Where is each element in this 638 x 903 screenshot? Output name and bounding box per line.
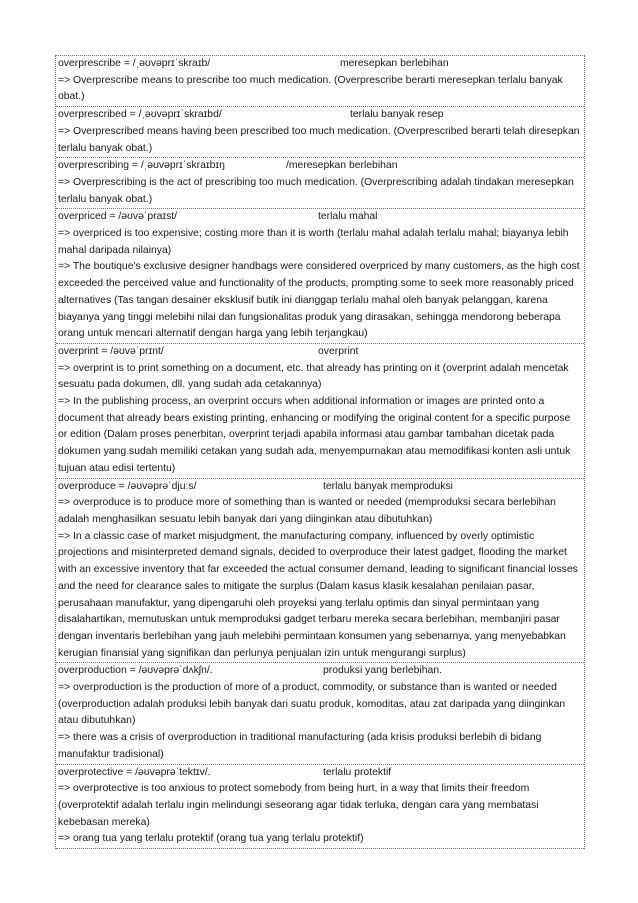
definition-line: => Overprescribing is the act of prescribing too much medication. (Overprescribing adalah tindakan meresepkan terlalu banyak obat.) <box>58 176 574 205</box>
definition-line: => Overprescribe means to prescribe too much medication. (Overprescribe berarti meresepkan terlalu banyak obat.) <box>58 74 563 103</box>
term-pronunciation: overproduce = /əʊvəprəˈdjuːs/ <box>58 480 197 492</box>
definition-line: => overproduction is the production of more of a product, commodity, or substance than is wanted or needed (overproduction adalah produksi lebih banyak dari suatu produk, komoditas, atau zat daripada yang diinginkan atau dibutuhkan) <box>58 682 566 727</box>
entry-header <box>58 107 582 124</box>
translation: terlalu banyak resep <box>350 109 444 121</box>
entry-header <box>58 479 582 496</box>
entry-overproduction <box>56 663 584 764</box>
example-line: => there was a crisis of overproduction in traditional manufacturing (ada krisis produksi berlebih di bidang manufaktur tradisional) <box>58 732 542 760</box>
example-line: => The boutique's exclusive designer handbags were considered overpriced by many customers, as the high cost exceeded the perceived value and functionality of the products, prompting some to seek more reasonably priced alternatives (Tas tangan desainer eksklusif butik ini dianggap terlalu mahal oleh banyak pelanggan, karena biayanya yang tinggi melebihi nilai dan fungsionalitas produk yang dirasakan, sehingga mendorong beberapa orang untuk mencari alternatif dengan harga yang lebih terjangkau) <box>58 261 580 340</box>
entry-header <box>58 344 582 361</box>
translation: terlalu banyak memproduksi <box>323 480 453 492</box>
term-pronunciation: overprescribe = /ˌəʊvəprɪˈskraɪb/ <box>58 58 211 69</box>
entry-overprescribe <box>56 56 584 107</box>
term-pronunciation: overpriced = /əʊvəˈpraɪst/ <box>58 211 178 223</box>
entry-header <box>58 158 582 175</box>
entry-header <box>58 56 582 73</box>
entry-header <box>58 209 582 226</box>
entry-overprotective <box>56 765 584 850</box>
entry-overprescribed <box>56 107 584 158</box>
term-pronunciation: overproduction = /əʊvəprəˈdʌkʃn/. <box>58 665 213 677</box>
definition-line: => overprint is to print something on a document, etc. that already has printing on it (overprint adalah mencetak sesuatu pada dokumen, dll. yang sudah ada cetakannya) <box>58 362 569 391</box>
term-pronunciation: overprint = /əʊvəˈprɪnt/ <box>58 345 164 357</box>
term-pronunciation: overprescribed = /ˌəʊvəprɪˈskraɪbd/ <box>58 109 222 121</box>
translation: overprint <box>318 345 359 357</box>
entry-header <box>58 663 582 680</box>
translation: produksi yang berlebihan. <box>323 665 442 677</box>
entry-overproduce <box>56 479 584 664</box>
example-line: => orang tua yang terlalu protektif (orang tua yang terlalu protektif) <box>58 833 364 845</box>
entry-overpriced <box>56 209 584 344</box>
definition-line: => overpriced is too expensive; costing more than it is worth (terlalu mahal adalah terlalu mahal; biayanya lebih mahal daripada nilainya) <box>58 228 569 256</box>
term-pronunciation: overprescribing = /ˌəʊvəprɪˈskraɪbɪŋ <box>58 160 225 172</box>
translation: terlalu mahal <box>318 211 378 223</box>
term-pronunciation: overprotective = /əʊvəprəˈtektɪv/. <box>58 766 211 778</box>
definition-line: => overprotective is too anxious to protect somebody from being hurt, in a way that limits their freedom (overprotektif adalah terlalu ingin melindungi seseorang agar tidak terluka, dengan cara yang membatasi kebebasan mereka) <box>58 783 539 828</box>
translation: meresepkan berlebihan <box>340 58 449 69</box>
example-line: => In the publishing process, an overprint occurs when additional information or images are printed onto a document that already bears existing printing, enhancing or modifying the original content for a specific purpose or edition (Dalam proses penerbitan, overprint terjadi apabila informasi atau gambar tambahan dicetak pada dokumen yang sudah memiliki cetakan yang sudah ada, menyempurnakan atau memodifikasi konten asli untuk tujuan atau edisi tertentu) <box>58 396 571 474</box>
entry-header <box>58 765 582 782</box>
dictionary-entries <box>55 55 585 849</box>
definition-line: => Overprescribed means having been prescribed too much medication. (Overprescribed berarti telah diresepkan terlalu banyak obat.) <box>58 125 580 154</box>
entry-overprescribing <box>56 158 584 209</box>
translation: terlalu protektif <box>323 766 392 778</box>
entry-overprint <box>56 344 584 479</box>
example-line: => In a classic case of market misjudgment, the manufacturing company, influenced by overly optimistic projections and misinterpreted demand signals, decided to overproduce their latest gadget, flooding the market with an excessive inventory that far exceeded the actual consumer demand, leading to significant financial losses and the need for clearance sales to mitigate the surplus (Dalam kasus klasik kesalahan penilaian pasar, perusahaan manufaktur, yang dipengaruhi oleh proyeksi yang terlalu optimis dan sinyal permintaan yang disalahartikan, memutuskan untuk memproduksi gadget terbaru mereka secara berlebihan, membanjiri pasar dengan inventaris berlebihan yang jauh melebihi permintaan konsumen yang sebenarnya, yang menyebabkan kerugian finansial yang signifikan dan perlunya penjualan izin untuk mengurangi surplus) <box>58 530 578 659</box>
definition-line: => overproduce is to produce more of something than is wanted or needed (memproduksi secara berlebihan adalah menghasilkan sesuatu lebih banyak dari yang diinginkan atau dibutuhkan) <box>58 497 556 525</box>
translation: /meresepkan berlebihan <box>286 160 398 172</box>
